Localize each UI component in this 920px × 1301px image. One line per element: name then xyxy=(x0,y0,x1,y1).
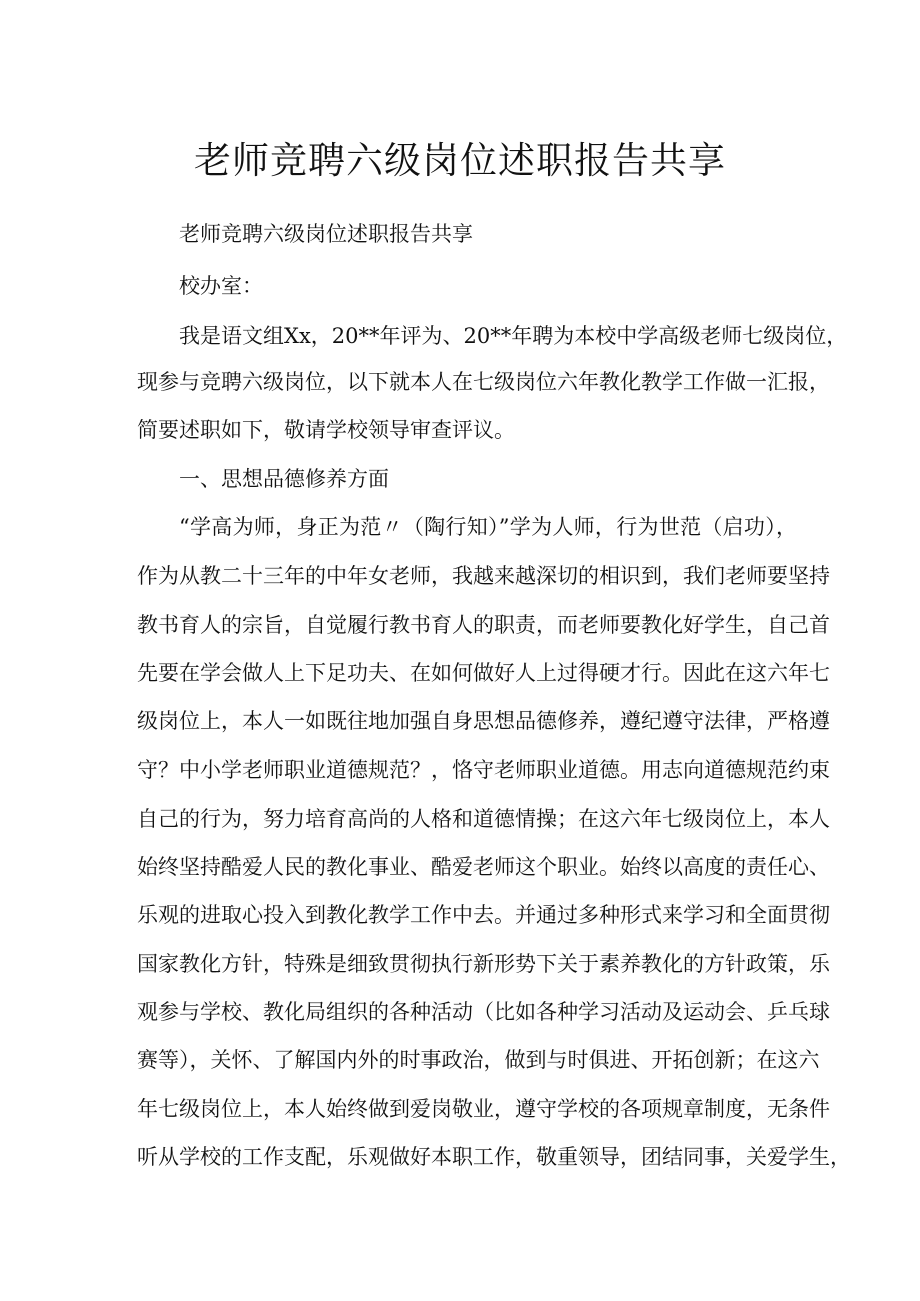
paragraph-2-line-2: 作为从教二十三年的中年女老师，我越来越深切的相识到，我们老师要坚持 xyxy=(137,564,830,588)
paragraph-2-line-1: “学高为师，身正为范〃（陶行知）”学为人师，行为世范（启功）， xyxy=(179,515,797,539)
paragraph-2-line-12: 赛等），关怀、了解国内外的时事政治，做到与时俱进、开拓创新；在这六 xyxy=(137,1048,820,1072)
salutation: 校办室： xyxy=(179,274,263,298)
paragraph-2-line-8: 始终坚持酷爱人民的教化事业、酷爱老师这个职业。始终以高度的责任心、 xyxy=(137,855,830,879)
document-subtitle: 老师竞聘六级岗位述职报告共享 xyxy=(179,222,473,246)
paragraph-1-line-2: 现参与竞聘六级岗位，以下就本人在七级岗位六年教化教学工作做一汇报， xyxy=(137,370,830,394)
section-heading-1: 一、思想品德修养方面 xyxy=(179,467,389,491)
paragraph-2-line-9: 乐观的进取心投入到教化教学工作中去。并通过多种形式来学习和全面贯彻 xyxy=(137,903,830,927)
paragraph-2-line-13: 年七级岗位上，本人始终做到爱岗敬业，遵守学校的各项规章制度，无条件 xyxy=(137,1097,830,1121)
paragraph-2-line-7: 自己的行为，努力培育高尚的人格和道德情操；在这六年七级岗位上，本人 xyxy=(137,807,830,831)
paragraph-2-line-10: 国家教化方针，特殊是细致贯彻执行新形势下关于素养教化的方针政策，乐 xyxy=(137,952,830,976)
paragraph-2-line-3: 教书育人的宗旨，自觉履行教书育人的职责，而老师要教化好学生，自己首 xyxy=(137,613,830,637)
paragraph-2-line-14: 听从学校的工作支配，乐观做好本职工作，敬重领导，团结同事，关爱学生， xyxy=(137,1145,851,1169)
paragraph-1-line-1: 我是语文组Xx，20**年评为、20**年聘为本校中学高级老师七级岗位， xyxy=(179,324,848,348)
paragraph-2-line-11: 观参与学校、教化局组织的各种活动（比如各种学习活动及运动会、乒乓球 xyxy=(137,1000,830,1024)
paragraph-2-line-4: 先要在学会做人上下足功夫、在如何做好人上过得硬才行。因此在这六年七 xyxy=(137,661,830,685)
document-title: 老师竞聘六级岗位述职报告共享 xyxy=(194,139,726,182)
paragraph-2-line-6: 守？中小学老师职业道德规范？，恪守老师职业道德。用志向道德规范约束 xyxy=(137,758,830,782)
paragraph-1-line-3: 简要述职如下，敬请学校领导审查评议。 xyxy=(137,418,515,442)
paragraph-2-line-5: 级岗位上，本人一如既往地加强自身思想品德修养，遵纪遵守法律，严格遵 xyxy=(137,709,830,733)
